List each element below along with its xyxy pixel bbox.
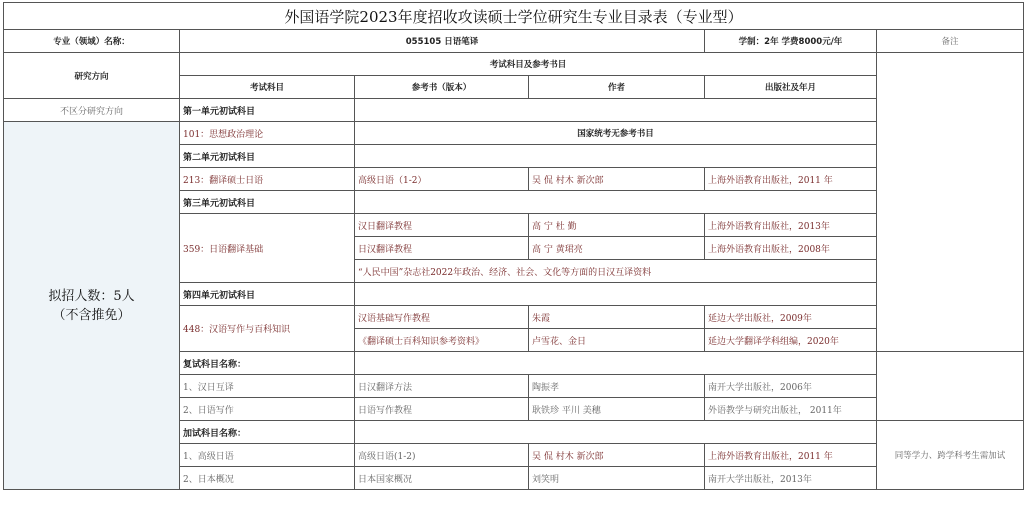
book-359a: 汉日翻译教程 — [355, 214, 529, 237]
enrollment-count — [4, 122, 180, 490]
subject-213: 213：翻译硕士日语 — [180, 168, 355, 191]
author-448b: 卢雪花、金日 — [529, 329, 705, 352]
col-header-subject: 考试科目 — [180, 76, 355, 99]
publisher-359a: 上海外语教育出版社，2013年 — [705, 214, 877, 237]
additional-subject-1: 1、高级日语 — [180, 444, 355, 467]
additional-publisher-1: 上海外语教育出版社，2011 年 — [705, 444, 877, 467]
section-unit1-blank — [355, 99, 877, 122]
major-label: 专业（领域）名称： — [4, 30, 180, 53]
page-title: 外国语学院2023年度招收攻读硕士学位研究生专业目录表（专业型） — [4, 3, 1024, 30]
section-additional: 加试科目名称： — [180, 421, 355, 444]
section-unit3-blank — [355, 191, 877, 214]
major-value: 055105 日语笔译 — [180, 30, 705, 53]
book-213: 高级日语（1-2） — [355, 168, 529, 191]
section-retest: 复试科目名称： — [180, 352, 355, 375]
additional-author-2: 刘笑明 — [529, 467, 705, 490]
subjects-books-header: 考试科目及参考书目 — [180, 53, 877, 76]
no-reference-note: 国家统考无参考书目 — [355, 122, 877, 145]
retest-book-1: 日汉翻译方法 — [355, 375, 529, 398]
section-unit2: 第二单元初试科目 — [180, 145, 355, 168]
enrollment-line2: （不含推免） — [52, 307, 131, 323]
book-448a: 汉语基础写作教程 — [355, 306, 529, 329]
remarks-column-middle — [877, 352, 1024, 421]
additional-author-1: 吴 侃 村木 新次郎 — [529, 444, 705, 467]
research-direction-value: 不区分研究方向 — [4, 99, 180, 122]
section-unit4: 第四单元初试科目 — [180, 283, 355, 306]
publisher-448a: 延边大学出版社，2009年 — [705, 306, 877, 329]
section-retest-blank — [355, 352, 877, 375]
publisher-359b: 上海外语教育出版社，2008年 — [705, 237, 877, 260]
publisher-448b: 延边大学翻译学科组编，2020年 — [705, 329, 877, 352]
remarks-label: 备注 — [877, 30, 1024, 53]
additional-subject-2: 2、日本概况 — [180, 467, 355, 490]
remarks-column-upper — [877, 53, 1024, 352]
catalog-table — [3, 2, 1024, 490]
section-unit2-blank — [355, 145, 877, 168]
retest-author-1: 陶振孝 — [529, 375, 705, 398]
author-359a: 高 宁 杜 勤 — [529, 214, 705, 237]
duration-fee: 学制：2年 学费8000元/年 — [705, 30, 877, 53]
section-unit3: 第三单元初试科目 — [180, 191, 355, 214]
subject-448: 448：汉语写作与百科知识 — [180, 306, 355, 352]
section-additional-blank — [355, 421, 877, 444]
enrollment-line1: 拟招人数：5人 — [48, 288, 135, 304]
book-448b: 《翻译硕士百科知识参考资料》 — [355, 329, 529, 352]
col-header-publisher: 出版社及年月 — [705, 76, 877, 99]
retest-subject-1: 1、汉日互译 — [180, 375, 355, 398]
research-direction-header: 研究方向 — [4, 53, 180, 99]
book-359b: 日汉翻译教程 — [355, 237, 529, 260]
subject-101: 101：思想政治理论 — [180, 122, 355, 145]
retest-author-2: 耿铁珍 平川 美穗 — [529, 398, 705, 421]
author-213: 吴 侃 村木 新次郎 — [529, 168, 705, 191]
section-unit4-blank — [355, 283, 877, 306]
retest-publisher-2: 外语教学与研究出版社， 2011年 — [705, 398, 877, 421]
col-header-book: 参考书（版本） — [355, 76, 529, 99]
catalog-sheet — [3, 2, 1023, 490]
retest-publisher-1: 南开大学出版社，2006年 — [705, 375, 877, 398]
additional-book-1: 高级日语(1-2) — [355, 444, 529, 467]
section-unit1: 第一单元初试科目 — [180, 99, 355, 122]
author-448a: 朱霞 — [529, 306, 705, 329]
book-359c: “人民中国”杂志社2022年政治、经济、社会、文化等方面的日汉互译资料 — [355, 260, 877, 283]
retest-book-2: 日语写作教程 — [355, 398, 529, 421]
subject-359: 359：日语翻译基础 — [180, 214, 355, 283]
additional-book-2: 日本国家概况 — [355, 467, 529, 490]
author-359b: 高 宁 黄珺亮 — [529, 237, 705, 260]
additional-remark: 同等学力、跨学科考生需加试 — [877, 421, 1024, 490]
retest-subject-2: 2、日语写作 — [180, 398, 355, 421]
publisher-213: 上海外语教育出版社，2011 年 — [705, 168, 877, 191]
col-header-author: 作者 — [529, 76, 705, 99]
additional-publisher-2: 南开大学出版社，2013年 — [705, 467, 877, 490]
